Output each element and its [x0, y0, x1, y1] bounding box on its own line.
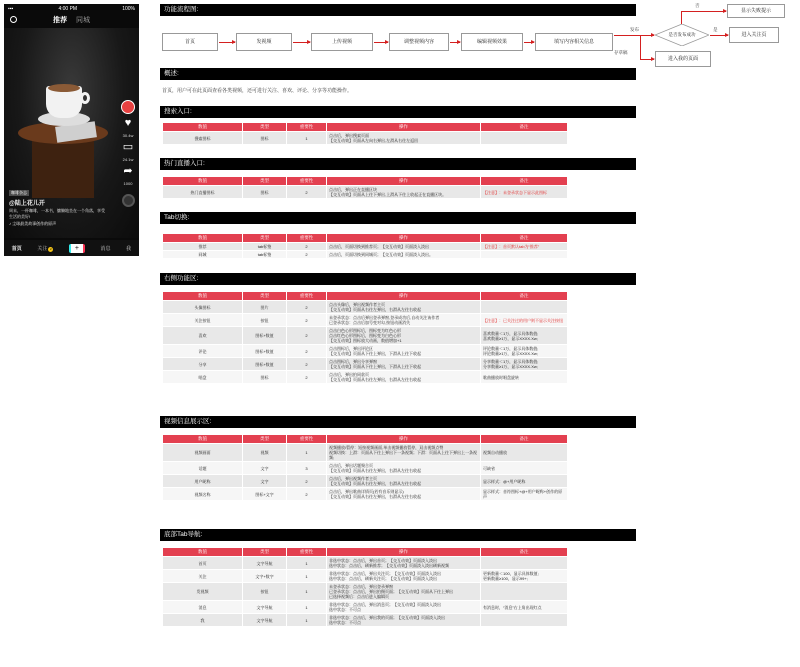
- tab-recommend[interactable]: 推荐: [53, 17, 67, 24]
- table-row: [163, 570, 568, 583]
- remark-cell: 更新数量＜100，显示具体数值; 更新数量≥100，显示99+;: [481, 570, 568, 583]
- field-name-cell: 头像图标: [163, 301, 243, 314]
- operation-cell: 非选中状态：点击后，弹出关注页；【交互动效】页面淡入淡出 选中状态：点击后，刷新关注页；【交互动效】页面淡入淡出: [327, 570, 481, 583]
- priority-cell: 2: [287, 251, 327, 259]
- field-name-cell: 评论: [163, 345, 243, 358]
- remark-cell: 视频自动播放: [481, 444, 568, 462]
- field-name-cell: 搜索图标: [163, 132, 243, 145]
- operation-cell: 非选中状态：点击后，弹出消息页；【交互动效】页面淡入淡出 选中状态：不可点: [327, 601, 481, 614]
- remark-cell: [481, 301, 568, 314]
- table-row: [163, 601, 568, 614]
- remark-cell: 【注意】：已关注过的用户则不显示关注按钮: [481, 314, 568, 327]
- phone-mockup: [4, 4, 139, 256]
- decision-diamond: [655, 24, 709, 46]
- feed-tabs: [4, 13, 139, 27]
- flow-box-home: 首页: [162, 33, 218, 51]
- flow-arrow-draft: [640, 59, 654, 60]
- column-header: 操作: [327, 123, 481, 132]
- operation-cell: 点击后，弹出视频作者主页 【交互动效】页面从右往左弹出，右滑从左往右收起: [327, 475, 481, 488]
- table-row: [163, 358, 568, 371]
- live-section-title: 热门直播入口:: [160, 158, 636, 170]
- table-header-row: [163, 123, 568, 132]
- live-spec-table: [162, 176, 568, 199]
- remark-cell: 显示样式：@+用户昵称: [481, 475, 568, 488]
- field-type-cell: 视频: [243, 444, 287, 462]
- table-row: [163, 371, 568, 384]
- table-header-row: [163, 292, 568, 301]
- priority-cell: 2: [287, 314, 327, 327]
- column-header: 数值: [163, 292, 243, 301]
- column-header: 重要性: [287, 548, 327, 557]
- priority-cell: 2: [287, 345, 327, 358]
- field-name-cell: 唱盘: [163, 371, 243, 384]
- table-header-row: [163, 548, 568, 557]
- field-type-cell: 图片: [243, 301, 287, 314]
- table-header-row: [163, 435, 568, 444]
- operation-cell: 点击图标后，弹出评论区 【交互动效】页面从下往上弹出，下滑从上往下收起: [327, 345, 481, 358]
- priority-cell: 1: [287, 583, 327, 601]
- field-name-cell: 首页: [163, 557, 243, 570]
- no-label: 否: [695, 3, 700, 8]
- column-header: 备注: [481, 123, 568, 132]
- right-panel-section-title: 右侧功能区:: [160, 273, 636, 285]
- remark-cell: [481, 557, 568, 570]
- column-header: 备注: [481, 292, 568, 301]
- field-type-cell: 文字: [243, 475, 287, 488]
- field-type-cell: 图标+数值: [243, 345, 287, 358]
- record-disc-icon[interactable]: [122, 194, 135, 207]
- flow-arrow: [293, 42, 310, 43]
- table-row: [163, 132, 568, 145]
- field-name-cell: 消息: [163, 601, 243, 614]
- priority-cell: 2: [287, 301, 327, 314]
- operation-cell: 点击白色心形图标后，图标变为红色心形 点击红色心形图标后，图标变为白色心形 【交互动效】图标放大动画，数值增加+1: [327, 327, 481, 345]
- flow-arrow-no: [681, 11, 726, 12]
- operation-cell: 非选中状态：点击后，弹出我的页面；【交互动效】页面淡入淡出 选中状态：不可点: [327, 614, 481, 627]
- table-header-row: [163, 177, 568, 186]
- priority-cell: 2: [287, 475, 327, 488]
- column-header: 数值: [163, 234, 243, 243]
- table-row: [163, 444, 568, 462]
- flow-box-edit: 编辑视频效果: [461, 33, 523, 51]
- operation-cell: 点击后，弹出歌曲详情页(若有音乐则显示) 【交互动效】页面从右往左弹出，右滑从左往右收起: [327, 488, 481, 501]
- flow-arrow-publish: [614, 35, 654, 36]
- field-name-cell: 用户昵称: [163, 475, 243, 488]
- field-name-cell: 推荐: [163, 243, 243, 251]
- operation-cell: 点击后，弹出话题聚合页 【交互动效】页面从右往左弹出，右滑从左往右收起: [327, 462, 481, 475]
- status-bar: [4, 4, 139, 13]
- decision-label: 是否发布成功: [668, 32, 696, 37]
- share-count: 1000: [123, 181, 133, 186]
- flow-line-no: [681, 11, 682, 24]
- flow-box-my-page: 进入我的页面: [655, 51, 711, 67]
- field-name-cell: 视频名称: [163, 488, 243, 501]
- column-header: 重要性: [287, 177, 327, 186]
- column-header: 数值: [163, 435, 243, 444]
- yes-label: 是: [713, 27, 718, 32]
- operation-cell: 点击头像后，弹出视频作者主页 【交互动效】页面从右往左弹出，右滑从左往右收起: [327, 301, 481, 314]
- table-row: [163, 327, 568, 345]
- table-row: [163, 462, 568, 475]
- field-type-cell: 图标: [243, 132, 287, 145]
- column-header: 重要性: [287, 234, 327, 243]
- priority-cell: 2: [287, 371, 327, 384]
- right-action-bar: [120, 100, 136, 207]
- field-type-cell: 文字导航: [243, 557, 287, 570]
- operation-cell: 点击后，页面切换到推荐页；【交互动效】页面淡入淡出: [327, 243, 481, 251]
- column-header: 操作: [327, 177, 481, 186]
- video-caption: 周末，一杯咖啡，一本书，慵懒地坐在一个角落，享受生活的美好!: [9, 208, 105, 219]
- remark-cell: [481, 583, 568, 601]
- column-header: 备注: [481, 548, 568, 557]
- remark-cell: 分享数量＜1万，显示具体数值; 分享数量≥1万，显示XXXX.Xw;: [481, 358, 568, 371]
- tab-section-title: Tab切换:: [160, 212, 636, 224]
- column-header: 重要性: [287, 123, 327, 132]
- remark-cell: [481, 614, 568, 627]
- flow-box-adjust: 调整视频内容: [389, 33, 449, 51]
- priority-cell: 1: [287, 444, 327, 462]
- video-info-section-title: 视频信息展示区:: [160, 416, 636, 428]
- table-row: [163, 314, 568, 327]
- column-header: 备注: [481, 435, 568, 444]
- column-header: 类型: [243, 292, 287, 301]
- operation-cell: 未登录状态：点击后，弹出登录弹窗 已登录状态：点击后，弹出拍摄页面；【交互动效】页面从下往上弹出 已选择视频后：点击后进入编辑页: [327, 583, 481, 601]
- remark-cell: [481, 251, 568, 259]
- nav-home[interactable]: 首页: [11, 245, 22, 252]
- column-header: 操作: [327, 234, 481, 243]
- operation-cell: 点击图标后，弹出分享弹窗 【交互动效】页面从下往上弹出，下滑从上往下收起: [327, 358, 481, 371]
- field-name-cell: 热门直播图标: [163, 186, 243, 199]
- column-header: 备注: [481, 177, 568, 186]
- publish-label: 发布: [630, 27, 639, 32]
- operation-cell: 点击后，弹出拍同款页 【交互动效】页面从右往左弹出，右滑从左往右收起: [327, 371, 481, 384]
- search-spec-table: [162, 122, 568, 145]
- flow-line-draft: [640, 35, 641, 59]
- operation-cell: 点击后，弹出搜索页面 【交互动效】页面从左向右弹出,左滑从右往左返回: [327, 132, 481, 145]
- operation-cell: 未登录状态：点击后弹出登录弹窗,登录成功后,自动关注该作者 已登录状态：点击后加号变对勾,按钮动画消失: [327, 314, 481, 327]
- field-name-cell: 我: [163, 614, 243, 627]
- remark-cell: 有消息时，“消息”右上角出现红点: [481, 601, 568, 614]
- remark-cell: 可缺省: [481, 462, 568, 475]
- column-header: 操作: [327, 548, 481, 557]
- field-type-cell: tab标签: [243, 243, 287, 251]
- signal-icon: ▪▪▪: [8, 5, 14, 12]
- remark-cell: 【注意】：未登录状态下显示此图标: [481, 186, 568, 199]
- operation-cell: 点击后，页面切换到同城页；【交互动效】页面淡入淡出。: [327, 251, 481, 259]
- table-row: [163, 583, 568, 601]
- stool-illustration: [32, 138, 94, 198]
- field-name-cell: 视频画面: [163, 444, 243, 462]
- field-name-cell: 关注按钮: [163, 314, 243, 327]
- post-video-button[interactable]: +: [69, 244, 85, 253]
- comment-icon[interactable]: ▭: [122, 141, 134, 153]
- field-name-cell: 话题: [163, 462, 243, 475]
- table-row: [163, 301, 568, 314]
- flow-box-fill-info: 填写内容相关信息: [535, 33, 613, 51]
- operation-cell: 点击后，弹出正在直播区块 【交互动效】页面从上往下弹出,上滑从下往上收起正在直播区块。: [327, 186, 481, 199]
- column-header: 重要性: [287, 435, 327, 444]
- priority-cell: 2: [287, 327, 327, 345]
- priority-cell: 1: [287, 570, 327, 583]
- table-row: [163, 251, 568, 259]
- nav-follow-label: 关注: [37, 245, 48, 252]
- like-count: 30.4w: [122, 133, 134, 138]
- avatar[interactable]: [121, 100, 135, 114]
- remark-cell: 显示样式：音符图标+@+用户昵称+创作的原声: [481, 488, 568, 501]
- table-row: [163, 557, 568, 570]
- field-type-cell: tab标签: [243, 251, 287, 259]
- table-row: [163, 243, 568, 251]
- remark-cell: 【注意】：首页默认tab为“推荐”: [481, 243, 568, 251]
- priority-cell: 1: [287, 132, 327, 145]
- heart-icon[interactable]: ♥: [124, 117, 132, 129]
- comment-count: 24.1w: [122, 157, 134, 162]
- column-header: 类型: [243, 177, 287, 186]
- table-row: [163, 345, 568, 358]
- bottom-nav: [4, 240, 139, 256]
- column-header: 数值: [163, 548, 243, 557]
- priority-cell: 1: [287, 557, 327, 570]
- field-type-cell: 按钮: [243, 314, 287, 327]
- video-info-spec-table: [162, 434, 568, 501]
- overview-title: 概述:: [160, 68, 636, 80]
- column-header: 类型: [243, 435, 287, 444]
- field-name-cell: 分享: [163, 358, 243, 371]
- draft-label: 存草稿: [614, 50, 628, 55]
- priority-cell: 1: [287, 614, 327, 627]
- tab-spec-table: [162, 233, 568, 259]
- nav-follow[interactable]: [37, 245, 53, 252]
- flow-box-follow-page: 进入关注页: [729, 27, 779, 43]
- priority-cell: 2: [287, 488, 327, 501]
- overview-text: 首页，用户可在此页面查看各类视频，还可进行关注、喜欢、评论、分享等功能操作。: [162, 88, 353, 94]
- priority-cell: 2: [287, 243, 327, 251]
- column-header: 数值: [163, 177, 243, 186]
- flow-arrow: [450, 42, 460, 43]
- table-row: [163, 488, 568, 501]
- field-type-cell: 文字: [243, 462, 287, 475]
- music-title[interactable]: ♪ 尘球最美故事创作的原声: [9, 221, 57, 226]
- column-header: 类型: [243, 234, 287, 243]
- bottom-nav-section-title: 底部Tab导航:: [160, 529, 636, 541]
- table-header-row: [163, 234, 568, 243]
- flow-box-post: 发视频: [236, 33, 292, 51]
- flow-arrow: [374, 42, 388, 43]
- field-type-cell: 图标+数值: [243, 358, 287, 371]
- field-name-cell: 同城: [163, 251, 243, 259]
- cup-handle-illustration: [80, 92, 90, 104]
- field-type-cell: 文字导航: [243, 614, 287, 627]
- column-header: 类型: [243, 123, 287, 132]
- author-nickname[interactable]: @陆上花儿开: [9, 201, 45, 207]
- field-type-cell: 图标: [243, 186, 287, 199]
- operation-cell: 视频播放/暂停：短按视频画面,单击视频播放暂停，双击视频点赞 视频切换：上滑：页面从下往上弹出下一条视频；下滑：页面从上往下弹出上一条视频;: [327, 444, 481, 462]
- column-header: 备注: [481, 234, 568, 243]
- remark-cell: [481, 132, 568, 145]
- battery-level: 100%: [122, 5, 135, 12]
- search-section-title: 搜索入口:: [160, 106, 636, 118]
- tab-local[interactable]: 同城: [76, 17, 90, 24]
- column-header: 数值: [163, 123, 243, 132]
- remark-cell: 歌曲播放时唱盘旋转: [481, 371, 568, 384]
- nav-me[interactable]: 我: [126, 245, 132, 252]
- field-name-cell: 发视频: [163, 583, 243, 601]
- remark-cell: 喜欢数量＜1万，显示具体数值; 喜欢数量≥1万，显示XXXX.Xw;: [481, 327, 568, 345]
- column-header: 操作: [327, 435, 481, 444]
- right-panel-spec-table: [162, 291, 568, 384]
- remark-cell: 评论数量＜1万，显示具体数值; 评论数量≥1万，显示XXXX.Xw;: [481, 345, 568, 358]
- flow-arrow: [524, 42, 534, 43]
- video-info: [9, 190, 107, 227]
- column-header: 类型: [243, 548, 287, 557]
- column-header: 重要性: [287, 292, 327, 301]
- column-header: 操作: [327, 292, 481, 301]
- follow-badge: 2: [50, 246, 52, 251]
- field-type-cell: 文字+数字: [243, 570, 287, 583]
- priority-cell: 2: [287, 358, 327, 371]
- field-type-cell: 图标+文字: [243, 488, 287, 501]
- priority-cell: 3: [287, 462, 327, 475]
- priority-cell: 1: [287, 601, 327, 614]
- operation-cell: 非选中状态：点击后，弹出首页；【交互动效】页面淡入淡出 选中状态：点击后，刷新推荐；【交互动效】页面淡入淡出刷新视频: [327, 557, 481, 570]
- field-name-cell: 喜欢: [163, 327, 243, 345]
- status-time: 4:00 PM: [58, 5, 78, 12]
- priority-cell: 2: [287, 186, 327, 199]
- field-type-cell: 文字导航: [243, 601, 287, 614]
- flow-section-title: 功能流程图:: [160, 4, 636, 16]
- flow-arrow-yes: [710, 35, 728, 36]
- table-row: [163, 614, 568, 627]
- table-row: [163, 186, 568, 199]
- search-icon[interactable]: [10, 16, 17, 23]
- location-tag[interactable]: 咖啡杂志: [11, 190, 27, 195]
- field-type-cell: 按钮: [243, 583, 287, 601]
- field-name-cell: 关注: [163, 570, 243, 583]
- flow-box-fail: 显示失败提示: [727, 4, 785, 18]
- flow-arrow: [219, 42, 235, 43]
- coffee-illustration: [48, 84, 80, 92]
- flow-box-upload: 上传视频: [311, 33, 373, 51]
- bottom-nav-spec-table: [162, 547, 568, 627]
- nav-messages[interactable]: 消息: [100, 245, 111, 252]
- field-type-cell: 图标+数值: [243, 327, 287, 345]
- table-row: [163, 475, 568, 488]
- share-icon[interactable]: ➦: [123, 165, 133, 177]
- field-type-cell: 图标: [243, 371, 287, 384]
